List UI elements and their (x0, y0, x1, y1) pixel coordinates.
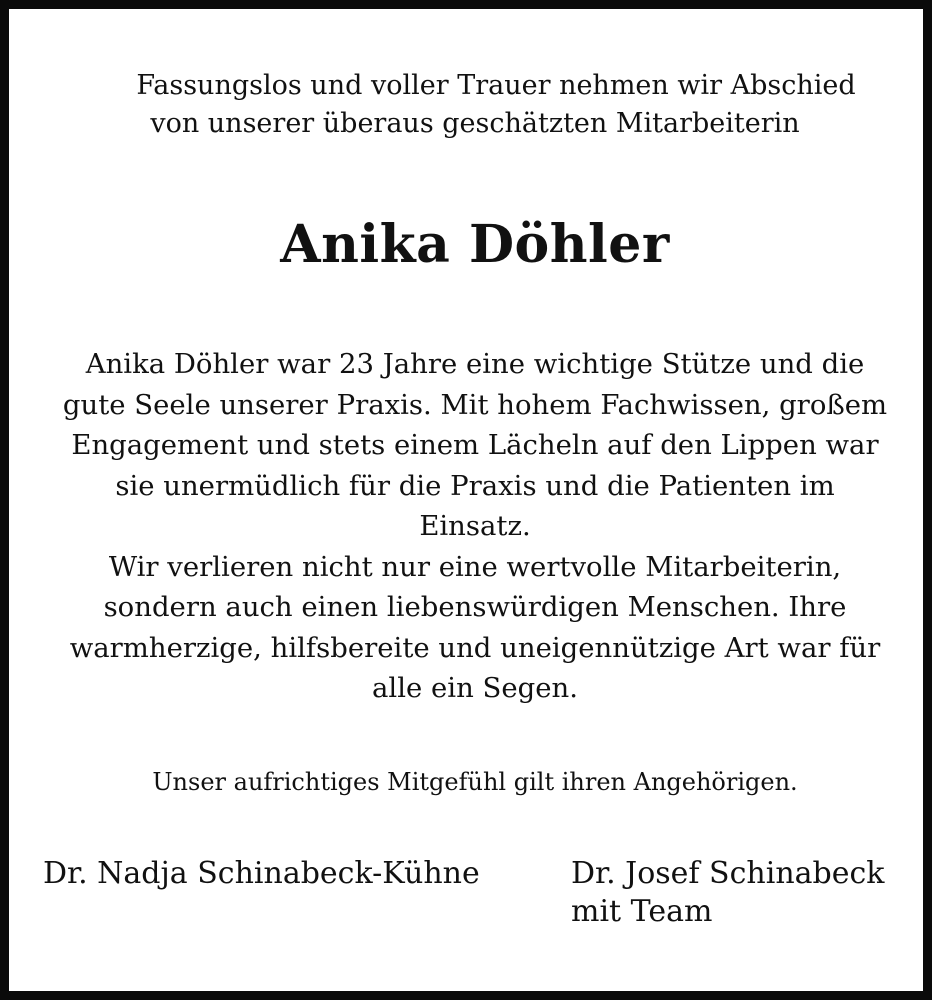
signer-name: Dr. Nadja Schinabeck-Kühne (43, 856, 480, 891)
tribute-text (29, 344, 921, 709)
tribute-line: Anika Döhler war 23 Jahre eine wichtige Stütze und die (85, 348, 865, 380)
signer-suffix: mit Team (571, 894, 713, 929)
intro-line: Fassungslos und voller Trauer nehmen wir Abschied (136, 70, 856, 101)
tribute-line: Engagement und stets einem Lächeln auf den Lippen war (71, 429, 879, 461)
deceased-name: Anika Döhler (280, 214, 670, 275)
tribute-line: gute Seele unserer Praxis. Mit hohem Fachwissen, großem (62, 388, 888, 421)
tribute-line: sie unermüdlich für die Praxis und die Patienten im (115, 469, 835, 502)
tribute-line: warmherzige, hilfsbereite und uneigennützige Art war für (69, 631, 881, 664)
tribute-line: Wir verlieren nicht nur eine wertvolle Mitarbeiterin, (108, 550, 842, 583)
signer-left (43, 855, 480, 893)
intro-text (39, 67, 911, 143)
signer-right (571, 855, 884, 931)
tribute-line: alle ein Segen. (372, 672, 578, 704)
condolence-text: Unser aufrichtiges Mitgefühl gilt ihren Angehörigen. (152, 768, 798, 796)
signer-name: Dr. Josef Schinabeck (571, 856, 885, 891)
tribute-line: Einsatz. (419, 510, 531, 542)
tribute-line: sondern auch einen liebenswürdigen Menschen. Ihre (103, 591, 847, 623)
intro-line: von unserer überaus geschätzten Mitarbeiterin (150, 108, 800, 139)
